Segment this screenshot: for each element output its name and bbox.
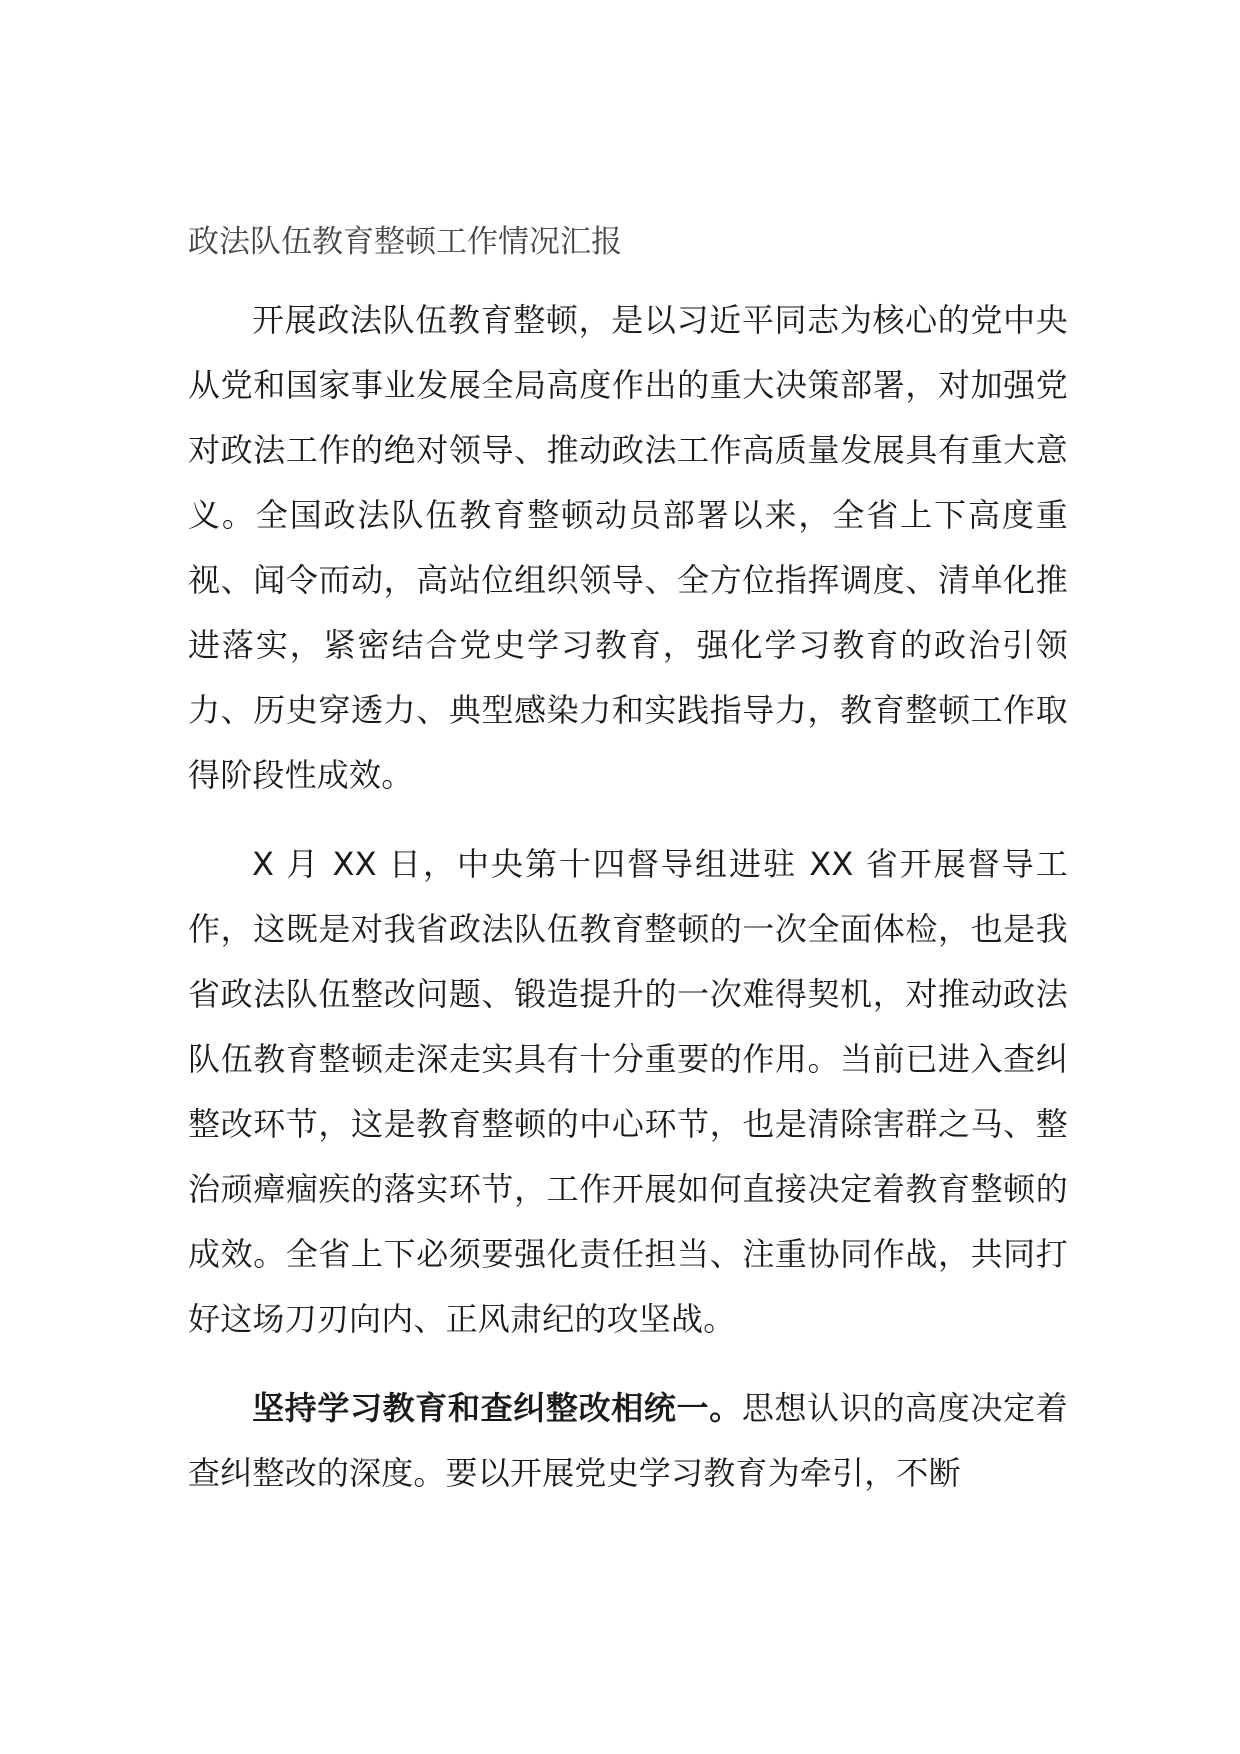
document-title: 政法队伍教育整顿工作情况汇报 — [188, 224, 622, 260]
paragraph-lead-heading: 坚持学习教育和查纠整改相统一。 — [252, 1389, 742, 1427]
paragraph-study-rectification — [188, 1376, 1068, 1506]
document-body — [188, 214, 1068, 1530]
paragraph-body-text: 思想认识的高度决定着查纠整改的深度。要以开展党史学习教育为牵引，不断 — [188, 1389, 1068, 1492]
paragraph-supervision: X 月 XX 日，中央第十四督导组进驻 XX 省开展督导工作，这既是对我省政法队伍教育整顿的一次全面体检，也是我省政法队伍整改问题、锻造提升的一次难得契机，对推动政法队伍教育整顿走深走实具有十分重要的作用。当前已进入查纠整改环节，这是教育整顿的中心环节，也是清除害群之马、整治顽瘴痼疾的落实环节，工作开展如何直接决定着教育整顿的成效。全省上下必须要强化责任担当、注重协同作战，共同打好这场刀刃向内、正风肃纪的攻坚战。 — [188, 845, 1068, 1338]
paragraph-intro: 开展政法队伍教育整顿，是以习近平同志为核心的党中央从党和国家事业发展全局高度作出的重大决策部署，对加强党对政法工作的绝对领导、推动政法工作高质量发展具有重大意义。全国政法队伍教育整顿动员部署以来，全省上下高度重视、闻令而动，高站位组织领导、全方位指挥调度、清单化推进落实，紧密结合党史学习教育，强化学习教育的政治引领力、历史穿透力、典型感染力和实践指导力，教育整顿工作取得阶段性成效。 — [188, 301, 1068, 794]
